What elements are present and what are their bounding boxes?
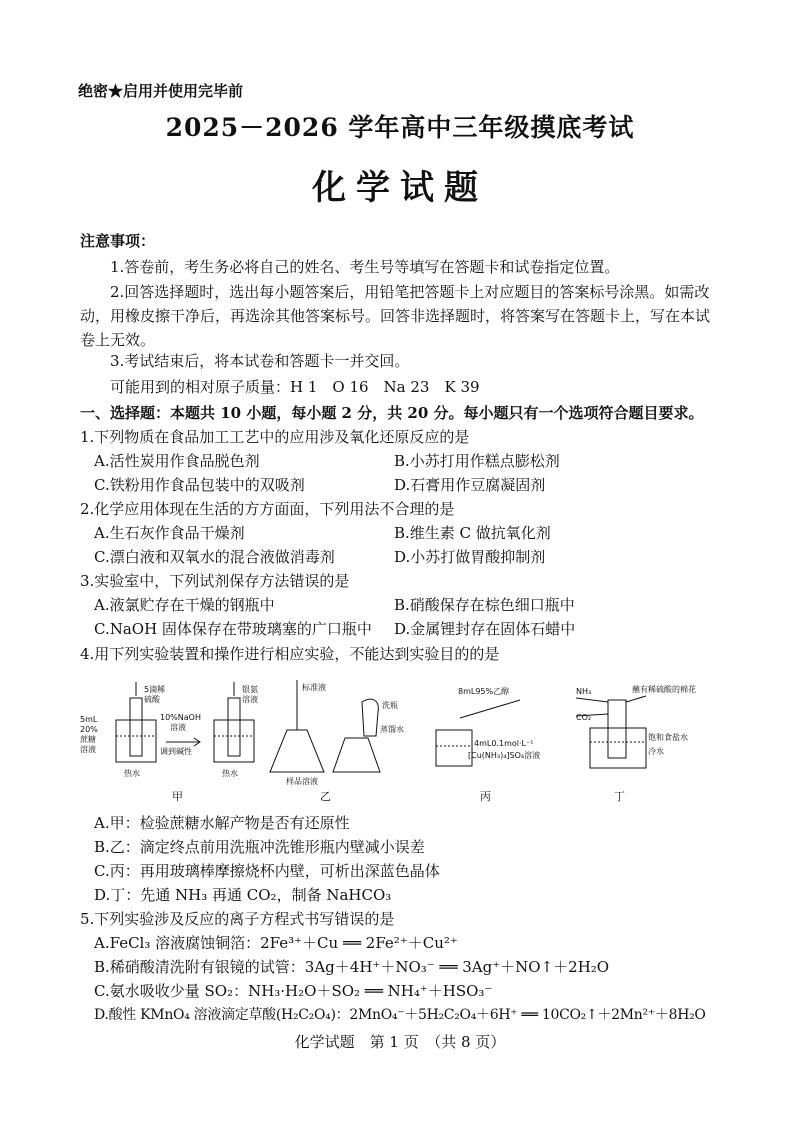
label-co2: CO₂ bbox=[576, 713, 592, 722]
caption-bing: 丙 bbox=[480, 790, 491, 803]
label-nh3: NH₃ bbox=[576, 687, 592, 696]
notice-item-1: 1.答卷前，考生务必将自己的姓名、考生号等填写在答题卡和试卷指定位置。 bbox=[110, 258, 620, 276]
label-hot-water-1: 热水 bbox=[124, 769, 140, 778]
label-adjust-alkaline: 调到碱性 bbox=[160, 747, 192, 756]
label-20pct: 20% bbox=[80, 725, 98, 734]
q2-option-d: D.小苏打做胃酸抑制剂 bbox=[394, 548, 546, 566]
q5-option-a: A.FeCl₃ 溶液腐蚀铜箔：2Fe³⁺＋Cu ══ 2Fe²⁺＋Cu²⁺ bbox=[94, 934, 458, 952]
label-copper-complex: [Cu(NH₃)₄]SO₄溶液 bbox=[468, 751, 541, 760]
label-wash-bottle: 洗瓶 bbox=[382, 701, 398, 710]
apparatus-ding bbox=[576, 696, 646, 768]
q1-option-a: A.活性炭用作食品脱色剂 bbox=[94, 452, 260, 470]
q4-option-a: A.甲：检验蔗糖水解产物是否有还原性 bbox=[94, 814, 350, 832]
notice-heading: 注意事项： bbox=[80, 232, 156, 250]
label-10pct-naoh: 10%NaOH bbox=[160, 713, 201, 722]
apparatus-yi bbox=[270, 680, 380, 772]
notice-item-3: 3.考试结束后，将本试卷和答题卡一并交回。 bbox=[110, 352, 410, 370]
q4-stem: 4.用下列实验装置和操作进行相应实验，不能达到实验目的的是 bbox=[80, 645, 500, 663]
q4-option-d: D.丁：先通 NH₃ 再通 CO₂，制备 NaHCO₃ bbox=[94, 886, 392, 904]
label-concentration: 4mL0.1mol·L⁻¹ bbox=[474, 739, 534, 748]
label-distilled-water: 蒸馏水 bbox=[380, 725, 404, 734]
subject-title: 化学试题 bbox=[312, 168, 488, 208]
label-naoh-solution: 溶液 bbox=[170, 723, 186, 732]
q3-option-d: D.金属锂封存在固体石蜡中 bbox=[394, 620, 576, 638]
q5-option-b: B.稀硝酸清洗附有银镜的试管：3Ag＋4H⁺＋NO₃⁻ ══ 3Ag⁺＋NO↑＋2H₂O bbox=[94, 958, 610, 976]
caption-jia: 甲 bbox=[172, 790, 183, 803]
q2-option-c: C.漂白液和双氧水的混合液做消毒剂 bbox=[94, 548, 335, 566]
label-hot-water-2: 热水 bbox=[222, 769, 238, 778]
q1-option-b: B.小苏打用作糕点膨松剂 bbox=[394, 452, 560, 470]
q1-option-d: D.石膏用作豆腐凝固剂 bbox=[394, 476, 546, 494]
q5-option-d: D.酸性 KMnO₄ 溶液滴定草酸(H₂C₂O₄)：2MnO₄⁻＋5H₂C₂O₄＋6H⁺ ══ 10CO₂↑＋2Mn²⁺＋8H₂O bbox=[94, 1007, 706, 1023]
q5-stem: 5.下列实验涉及反应的离子方程式书写错误的是 bbox=[80, 910, 395, 928]
label-5ml: 5mL bbox=[80, 715, 98, 724]
label-solution: 溶液 bbox=[80, 745, 96, 754]
q1-stem: 1.下列物质在食品加工工艺中的应用涉及氧化还原反应的是 bbox=[80, 428, 470, 446]
label-sample-solution: 样品溶液 bbox=[286, 777, 318, 786]
q4-option-b: B.乙：滴定终点前用洗瓶冲洗锥形瓶内壁减小误差 bbox=[94, 838, 425, 856]
label-ethanol: 8mL95%乙醇 bbox=[458, 687, 510, 696]
q2-option-a: A.生石灰作食品干燥剂 bbox=[94, 524, 245, 542]
q3-option-c: C.NaOH 固体保存在带玻璃塞的广口瓶中 bbox=[94, 620, 372, 638]
label-5-drops-dilute: 5滴稀 bbox=[144, 685, 166, 694]
label-standard-solution: 标准液 bbox=[302, 683, 326, 692]
q2-stem: 2.化学应用体现在生活的方方面面，下列用法不合理的是 bbox=[80, 500, 455, 518]
section-heading: 一、选择题：本题共 10 小题，每小题 2 分，共 20 分。每小题只有一个选项符合题目要求。 bbox=[80, 404, 704, 422]
q4-option-c: C.丙：再用玻璃棒摩擦烧杯内壁，可析出深蓝色晶体 bbox=[94, 862, 440, 880]
q3-option-a: A.液氯贮存在干燥的钢瓶中 bbox=[94, 596, 275, 614]
q3-stem: 3.实验室中，下列试剂保存方法错误的是 bbox=[80, 572, 350, 590]
label-silver-solution: 溶液 bbox=[242, 695, 258, 704]
q3-option-b: B.硝酸保存在棕色细口瓶中 bbox=[394, 596, 575, 614]
exam-title: 2025－2026 学年高中三年级摸底考试 bbox=[165, 113, 635, 142]
label-cotton: 蘸有稀硫酸的棉花 bbox=[632, 685, 696, 694]
atomic-mass-line: 可能用到的相对原子质量：H 1 O 16 Na 23 K 39 bbox=[110, 378, 480, 396]
notice-item-2: 2.回答选择题时，选出每小题答案后，用铅笔把答题卡上对应题目的答案标号涂黑。如需改动，用橡皮擦干净后，再选涂其他答案标号。回答非选择题时，将答案写在答题卡上，写在本试卷上无效。 bbox=[80, 283, 711, 349]
label-saturated-brine: 饱和食盐水 bbox=[648, 733, 688, 742]
secret-label: 绝密★启用并使用完毕前 bbox=[78, 82, 244, 100]
q5-option-c: C.氨水吸收少量 SO₂：NH₃·H₂O＋SO₂ ══ NH₄⁺＋HSO₃⁻ bbox=[94, 982, 493, 1000]
q4-apparatus-figure bbox=[80, 680, 720, 810]
label-sucrose: 蔗糖 bbox=[80, 735, 96, 744]
q2-option-b: B.维生素 C 做抗氧化剂 bbox=[394, 524, 551, 542]
caption-yi: 乙 bbox=[320, 790, 331, 803]
label-cold-water: 冷水 bbox=[648, 747, 664, 756]
q1-option-c: C.铁粉用作食品包装中的双吸剂 bbox=[94, 476, 305, 494]
page-footer: 化学试题 第 1 页 （共 8 页） bbox=[294, 1033, 506, 1051]
label-sulfuric-acid: 硫酸 bbox=[144, 695, 160, 704]
label-silver-ammonia: 银氨 bbox=[242, 685, 258, 694]
caption-ding: 丁 bbox=[614, 790, 625, 803]
